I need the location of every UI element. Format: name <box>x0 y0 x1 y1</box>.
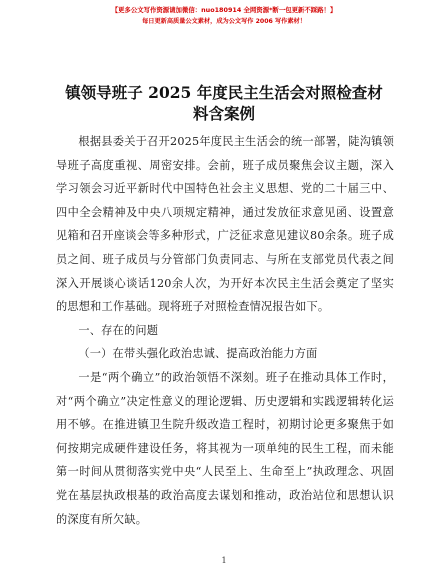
promo-banner-line-1: 【更多公文写作资源请加微信：nuo180914 全网资源*断一包更新不踩路！】 <box>111 6 337 14</box>
subsection-heading-political-loyalty: （一）在带头强化政治忠诚、提高政治能力方面 <box>78 347 318 361</box>
document-body <box>56 130 394 531</box>
page-number: 1 <box>221 556 227 565</box>
promo-banner <box>0 4 448 28</box>
promo-banner-line-2: 每日更新高质量公文素材，成为公文写作 2006 写作素材！ <box>142 18 306 25</box>
intro-paragraph: 根据县委关于召开2025年度民主生活会的统一部署，陡沟镇领导班子高度重视、周密安排。会前，班子成员聚焦会议主题，深入学习领会习近平新时代中国特色社会主义思想、党的二十届三中、四中全会精神及中央八项规定精神，通过发放征求意见函、设置意见箱和召开座谈会等多种形式，广泛征求意见建议80余条。班子成员之间、班子成员与分管部门负责同志、与所在支部党员代表之间深入开展谈心谈话120余人次，为开好本次民主生活会奠定了坚实的思想和工作基础。现将班子对照检查情况报告如下。 <box>56 135 394 314</box>
section-heading-problems: 一、存在的问题 <box>78 323 159 337</box>
body-paragraph-first-issue: 一是“两个确立”的政治领悟不深刻。班子在推动具体工作时，对“两个确立”决定性意义的理论逻辑、历史逻辑和实践逻辑转化运用不够。在推进镇卫生院升级改造工程时，初期讨论更多聚焦于如何按期完成硬件建设任务，将其视为一项单纯的民生工程，而未能第一时间从贯彻落实党中央“人民至上、生命至上”执政理念、巩固党在基层执政根基的政治高度去谋划和推动，政治站位和思想认识的深度有所欠缺。 <box>56 370 394 526</box>
document-title: 镇领导班子 2025 年度民主生活会对照检查材料含案例 <box>65 83 383 123</box>
